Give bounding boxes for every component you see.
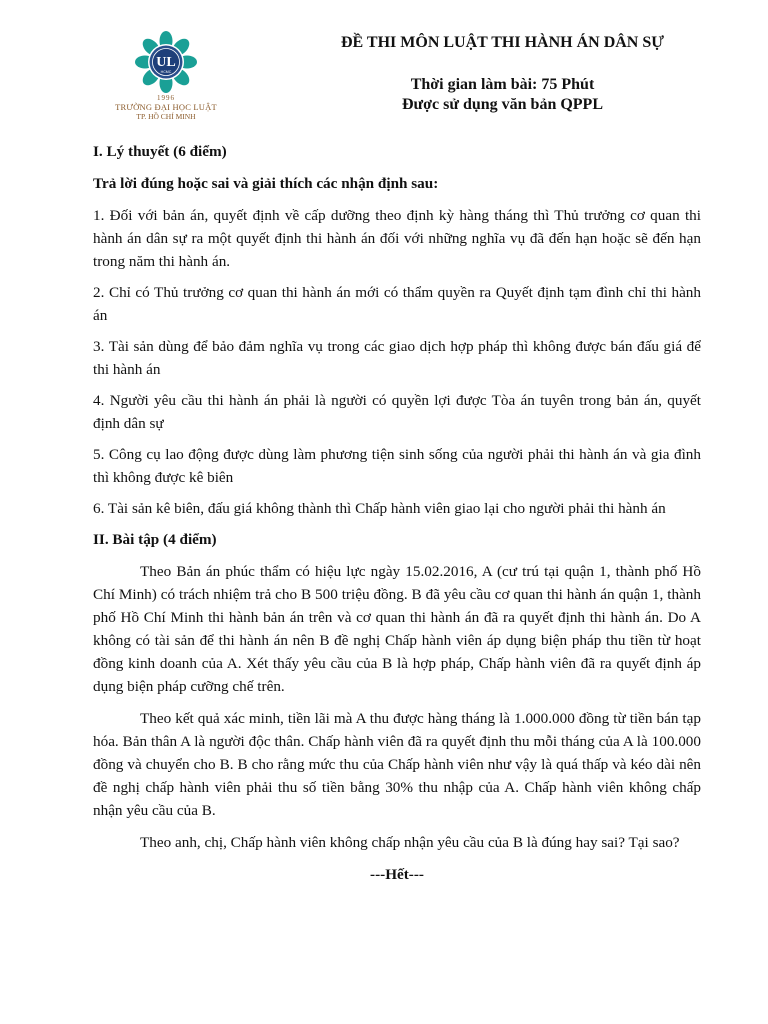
university-logo — [106, 30, 226, 125]
logo-year: 1996 — [157, 94, 175, 102]
question-item: 1. Đối với bản án, quyết định về cấp dưỡng theo định kỳ hàng tháng thì Thủ trưởng cơ quan thi hành án dân sự ra một quyết định thi hành án đối với những nghĩa vụ đã đến hạn hoặc sẽ đến hạn trong năm thi hành án. — [93, 207, 701, 270]
exercise-paragraph: Theo Bản án phúc thẩm có hiệu lực ngày 15.02.2016, A (cư trú tại quận 1, thành phố Hồ Chí Minh) có trách nhiệm trả cho B 500 triệu đồng. B đã yêu cầu cơ quan thi hành án quận 1, thành phố Hồ Chí Minh thi hành bản án trên và cơ quan thi hành án đã ra quyết định thi hành án. Do A không có tài sản để thi hành án nên B đề nghị Chấp hành viên áp dụng biện pháp thu tiền từ hoạt đồng kinh doanh của A. Xét thấy yêu cầu của B là hợp pháp, Chấp hành viên đã ra quyết định áp dụng biện pháp cưỡng chế trên. — [93, 563, 701, 695]
lotus-emblem-icon — [106, 30, 226, 94]
question-item: 2. Chỉ có Thủ trưởng cơ quan thi hành án mới có thẩm quyền ra Quyết định tạm đình chỉ thi hành án — [93, 284, 701, 324]
question-item: 5. Công cụ lao động được dùng làm phương tiện sinh sống của người phải thi hành án và gia đình thì không được kê biên — [93, 446, 701, 486]
end-marker: ---Hết--- — [370, 866, 424, 883]
logo-badge-text: HCMC — [160, 70, 172, 74]
exam-body — [93, 140, 701, 886]
section-exercise-heading: II. Bài tập (4 điểm) — [93, 531, 217, 548]
exam-time: Thời gian làm bài: 75 Phút — [410, 76, 595, 93]
exam-title: ĐỀ THI MÔN LUẬT THI HÀNH ÁN DÂN SỰ — [340, 34, 664, 51]
exam-allowed-materials: Được sử dụng văn bản QPPL — [402, 96, 603, 113]
logo-monogram: UL — [156, 55, 176, 70]
section-theory-instruction: Trả lời đúng hoặc sai và giải thích các nhận định sau: — [93, 175, 439, 192]
section-theory-heading: I. Lý thuyết (6 điểm) — [93, 143, 227, 160]
logo-city: TP. HỒ CHÍ MINH — [136, 112, 196, 121]
document-header — [0, 0, 768, 130]
question-item: 6. Tài sản kê biên, đấu giá không thành thì Chấp hành viên giao lại cho người phải thi hành án — [93, 500, 666, 517]
logo-school-name: TRƯỜNG ĐẠI HỌC LUẬT — [115, 102, 217, 112]
exercise-paragraph: Theo kết quả xác minh, tiền lãi mà A thu được hàng tháng là 1.000.000 đồng từ tiền bán tạp hóa. Bản thân A là người độc thân. Chấp hành viên đã ra quyết định thu mỗi tháng của A là 100.000 đồng và chuyển cho B. B cho rằng mức thu của Chấp hành viên như vậy là quá thấp và kéo dài nên đề nghị chấp hành viên phải thu số tiền bằng 30% thu nhập của A. Chấp hành viên không chấp nhận yêu cầu của B. — [93, 710, 701, 819]
exercise-question: Theo anh, chị, Chấp hành viên không chấp nhận yêu cầu của B là đúng hay sai? Tại sao? — [140, 834, 680, 851]
question-item: 4. Người yêu cầu thi hành án phải là người có quyền lợi được Tòa án tuyên trong bản án, quyết định dân sự — [93, 392, 701, 432]
question-item: 3. Tài sản dùng để bảo đảm nghĩa vụ trong các giao dịch hợp pháp thì không được bán đấu giá để thi hành án — [93, 338, 701, 378]
